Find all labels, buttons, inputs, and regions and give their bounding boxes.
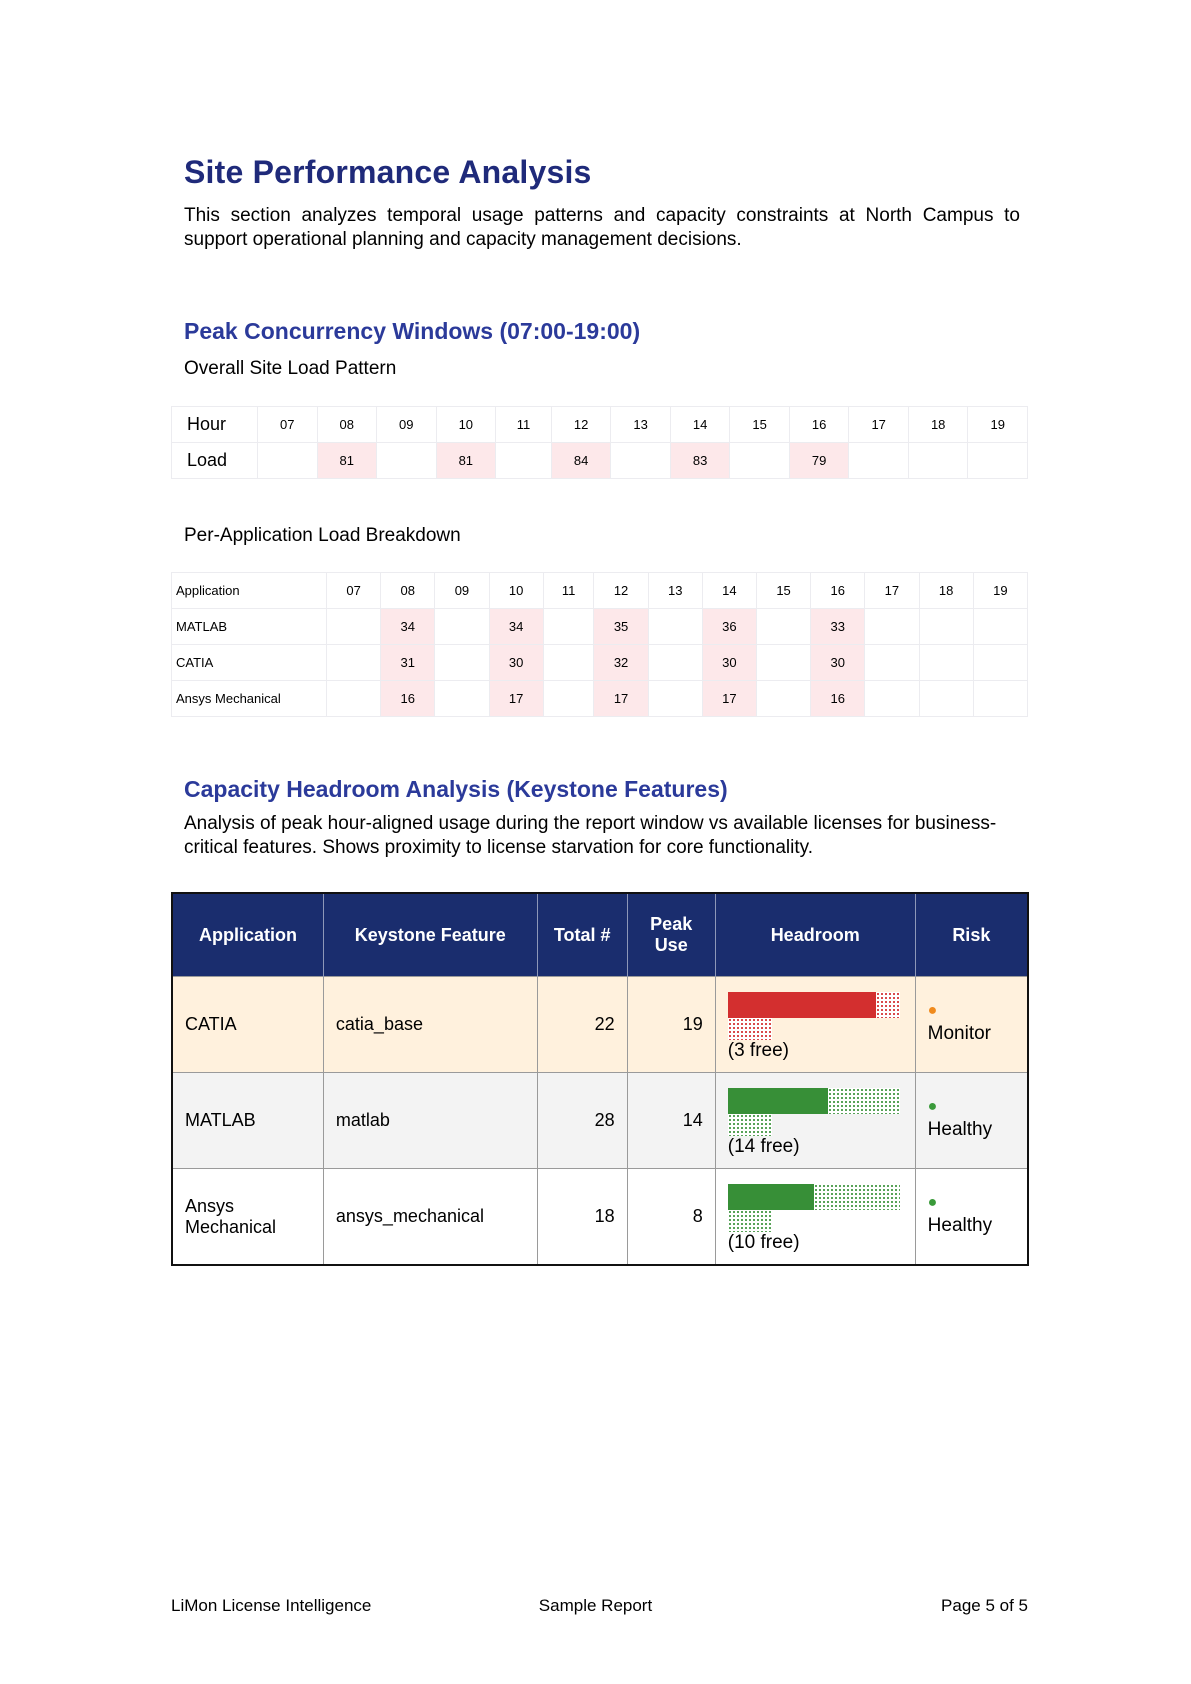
app-load-cell: 32	[594, 645, 648, 681]
app-load-cell	[327, 645, 381, 681]
headroom-used-fill	[728, 1184, 814, 1210]
load-row	[172, 443, 1028, 479]
load-label: Load	[172, 443, 258, 479]
app-load-cell: 36	[702, 609, 756, 645]
app-hour-cell: 18	[919, 573, 973, 609]
hour-cell: 09	[377, 407, 437, 443]
overall-load-title: Overall Site Load Pattern	[184, 358, 397, 379]
app-hour-cell: 11	[543, 573, 594, 609]
col-total: Total #	[537, 893, 627, 977]
app-row	[172, 681, 1028, 717]
capacity-description: Analysis of peak hour-aligned usage during the report window vs available licenses for business-critical features. Shows proximity to license starvation for core functionality.	[184, 813, 997, 858]
capacity-feature: matlab	[323, 1073, 537, 1169]
app-load-cell: 30	[489, 645, 543, 681]
capacity-header-row	[172, 893, 1028, 977]
app-load-cell: 35	[594, 609, 648, 645]
app-load-cell	[543, 609, 594, 645]
hour-cell: 12	[551, 407, 611, 443]
app-load-cell	[435, 609, 489, 645]
capacity-peak: 14	[627, 1073, 715, 1169]
capacity-feature: catia_base	[323, 977, 537, 1073]
capacity-row	[172, 1169, 1028, 1266]
headroom-free-marker	[728, 1018, 772, 1040]
headroom-free-marker	[728, 1114, 772, 1136]
app-load-cell	[865, 645, 919, 681]
breakdown-title: Per-Application Load Breakdown	[184, 525, 461, 546]
load-cell	[611, 443, 671, 479]
app-load-cell	[435, 681, 489, 717]
app-load-cell	[919, 609, 973, 645]
app-load-cell: 17	[702, 681, 756, 717]
capacity-app: Ansys Mechanical	[172, 1169, 323, 1266]
headroom-used-fill	[728, 992, 876, 1018]
risk-dot-icon: ●	[927, 1193, 938, 1211]
load-cell	[730, 443, 790, 479]
app-hour-cell: 08	[381, 573, 435, 609]
risk-label: Healthy	[927, 1118, 993, 1140]
app-load-cell: 16	[381, 681, 435, 717]
app-name: MATLAB	[172, 609, 327, 645]
app-load-cell	[756, 645, 810, 681]
capacity-total: 22	[537, 977, 627, 1073]
headroom-bar	[728, 1184, 900, 1210]
hour-cell: 17	[849, 407, 909, 443]
overall-load-table	[171, 406, 1028, 479]
app-load-cell	[327, 681, 381, 717]
load-cell: 81	[317, 443, 377, 479]
load-cell: 81	[436, 443, 496, 479]
load-cell: 83	[670, 443, 730, 479]
risk-dot-icon: ●	[927, 1097, 938, 1115]
app-header-row	[172, 573, 1028, 609]
capacity-total: 28	[537, 1073, 627, 1169]
hour-cell: 13	[611, 407, 671, 443]
app-row	[172, 645, 1028, 681]
app-load-cell	[919, 645, 973, 681]
intro-paragraph: This section analyzes temporal usage patterns and capacity constraints at North Campus to support operational planning and capacity management decisions.	[184, 205, 1020, 250]
app-load-cell	[648, 609, 702, 645]
load-cell	[968, 443, 1028, 479]
app-load-cell: 30	[702, 645, 756, 681]
app-hour-cell: 13	[648, 573, 702, 609]
headroom-free-text: (14 free)	[727, 1135, 800, 1157]
app-hour-cell: 15	[756, 573, 810, 609]
app-load-cell	[543, 645, 594, 681]
hour-cell: 11	[496, 407, 552, 443]
app-load-cell	[756, 681, 810, 717]
page-title: Site Performance Analysis	[184, 154, 592, 190]
risk-label: Healthy	[927, 1214, 993, 1236]
app-row	[172, 609, 1028, 645]
col-peak: Peak Use	[627, 893, 715, 977]
app-hour-cell: 12	[594, 573, 648, 609]
app-hour-cell: 14	[702, 573, 756, 609]
capacity-peak: 19	[627, 977, 715, 1073]
capacity-peak: 8	[627, 1169, 715, 1266]
app-load-cell	[865, 681, 919, 717]
load-cell	[258, 443, 318, 479]
load-cell: 79	[789, 443, 849, 479]
app-load-cell	[648, 681, 702, 717]
app-name: Ansys Mechanical	[172, 681, 327, 717]
app-load-cell	[973, 645, 1027, 681]
app-load-cell: 17	[594, 681, 648, 717]
capacity-total: 18	[537, 1169, 627, 1266]
app-load-cell	[973, 609, 1027, 645]
headroom-bar	[728, 992, 900, 1018]
footer-left: LiMon License Intelligence	[171, 1596, 372, 1615]
app-hour-cell: 17	[865, 573, 919, 609]
app-load-cell	[973, 681, 1027, 717]
capacity-heading: Capacity Headroom Analysis (Keystone Features)	[184, 776, 728, 802]
app-load-cell: 31	[381, 645, 435, 681]
col-headroom: Headroom	[715, 893, 915, 977]
headroom-free-text: (3 free)	[727, 1039, 789, 1061]
capacity-risk	[915, 977, 1028, 1073]
hour-cell: 14	[670, 407, 730, 443]
load-cell	[377, 443, 437, 479]
capacity-app: MATLAB	[172, 1073, 323, 1169]
footer-center: Sample Report	[538, 1596, 653, 1615]
capacity-headroom	[715, 1169, 915, 1266]
headroom-free-text: (10 free)	[727, 1231, 800, 1253]
capacity-app: CATIA	[172, 977, 323, 1073]
headroom-free-marker	[728, 1210, 772, 1232]
hour-cell: 07	[258, 407, 318, 443]
hour-label: Hour	[172, 407, 258, 443]
app-load-cell	[648, 645, 702, 681]
app-header-label: Application	[172, 573, 327, 609]
app-load-cell	[919, 681, 973, 717]
load-cell	[496, 443, 552, 479]
hour-cell: 18	[908, 407, 968, 443]
capacity-row	[172, 1073, 1028, 1169]
app-load-cell: 34	[489, 609, 543, 645]
app-load-cell	[865, 609, 919, 645]
peak-heading: Peak Concurrency Windows (07:00-19:00)	[184, 318, 641, 344]
app-hour-cell: 19	[973, 573, 1027, 609]
capacity-row	[172, 977, 1028, 1073]
load-cell	[849, 443, 909, 479]
app-load-cell: 30	[811, 645, 865, 681]
capacity-feature: ansys_mechanical	[323, 1169, 537, 1266]
app-load-cell: 33	[811, 609, 865, 645]
col-feature: Keystone Feature	[323, 893, 537, 977]
hour-cell: 19	[968, 407, 1028, 443]
hour-cell: 08	[317, 407, 377, 443]
headroom-free-fill	[814, 1184, 900, 1210]
app-hour-cell: 10	[489, 573, 543, 609]
hour-cell: 16	[789, 407, 849, 443]
load-cell	[908, 443, 968, 479]
headroom-used-fill	[728, 1088, 828, 1114]
col-application: Application	[172, 893, 323, 977]
headroom-bar	[728, 1088, 900, 1114]
app-hour-cell: 07	[327, 573, 381, 609]
app-load-cell: 16	[811, 681, 865, 717]
hour-row	[172, 407, 1028, 443]
headroom-free-fill	[828, 1088, 900, 1114]
capacity-headroom	[715, 1073, 915, 1169]
capacity-table	[171, 892, 1029, 1266]
risk-label: Monitor	[927, 1022, 992, 1044]
headroom-free-fill	[876, 992, 900, 1018]
app-load-cell: 34	[381, 609, 435, 645]
capacity-risk	[915, 1073, 1028, 1169]
app-load-cell	[543, 681, 594, 717]
footer-right: Page 5 of 5	[941, 1596, 1028, 1615]
col-risk: Risk	[915, 893, 1028, 977]
app-hour-cell: 09	[435, 573, 489, 609]
hour-cell: 10	[436, 407, 496, 443]
app-load-cell	[435, 645, 489, 681]
hour-cell: 15	[730, 407, 790, 443]
app-hour-cell: 16	[811, 573, 865, 609]
app-name: CATIA	[172, 645, 327, 681]
app-load-cell	[756, 609, 810, 645]
capacity-headroom	[715, 977, 915, 1073]
app-load-cell	[327, 609, 381, 645]
app-breakdown-table	[171, 572, 1028, 717]
capacity-risk	[915, 1169, 1028, 1266]
load-cell: 84	[551, 443, 611, 479]
risk-dot-icon: ●	[927, 1001, 938, 1019]
app-load-cell: 17	[489, 681, 543, 717]
